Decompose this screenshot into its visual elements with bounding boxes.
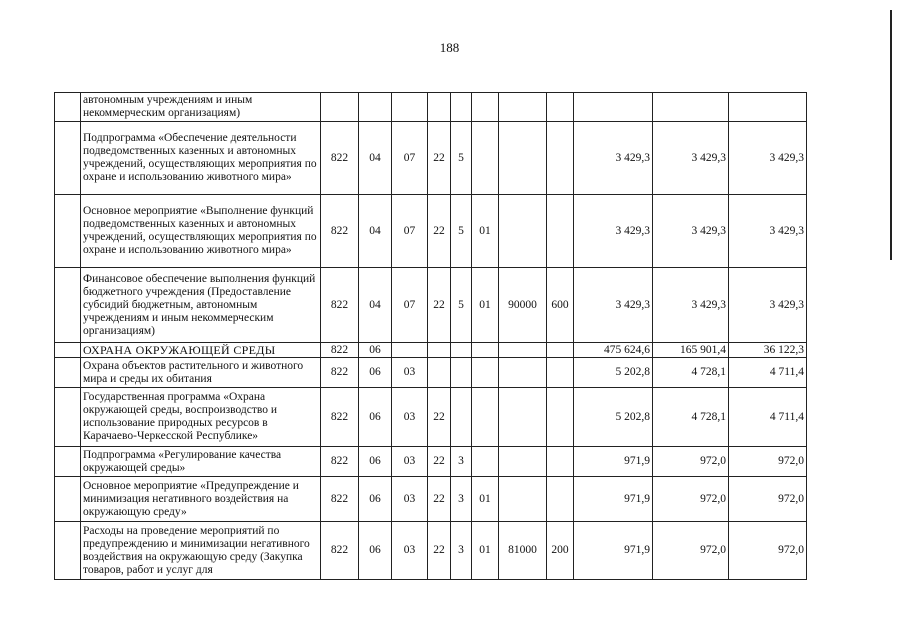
glava-code: 822 [321,195,359,268]
table-row [55,93,807,122]
sum-year-1: 5 202,8 [574,358,653,388]
sum-year-1: 3 429,3 [574,122,653,195]
razdel-code: 06 [359,388,392,447]
podrazdel-code [392,343,428,358]
razdel-code: 06 [359,343,392,358]
expense-type-code: 200 [547,522,574,580]
podrazdel-code: 07 [392,195,428,268]
target-code-direction: 81000 [499,522,547,580]
podrazdel-code: 03 [392,522,428,580]
target-code-activity [472,358,499,388]
target-code-activity: 01 [472,268,499,343]
index-cell [55,122,81,195]
razdel-code: 06 [359,522,392,580]
target-code-program: 22 [428,122,451,195]
target-code-subprogram: 3 [451,477,472,522]
sum-year-1: 971,9 [574,447,653,477]
budget-table [54,92,807,580]
target-code-direction [499,93,547,122]
glava-code: 822 [321,522,359,580]
target-code-subprogram: 5 [451,195,472,268]
glava-code [321,93,359,122]
target-code-direction [499,358,547,388]
sum-year-2: 972,0 [653,477,729,522]
expense-type-code [547,343,574,358]
sum-year-3 [729,93,807,122]
target-code-program [428,93,451,122]
glava-code: 822 [321,477,359,522]
target-code-activity: 01 [472,522,499,580]
target-code-program: 22 [428,447,451,477]
sum-year-1 [574,93,653,122]
row-name: Подпрограмма «Регулирование качества окружающей среды» [81,447,321,477]
expense-type-code [547,447,574,477]
target-code-program: 22 [428,522,451,580]
sum-year-2: 4 728,1 [653,388,729,447]
target-code-subprogram: 3 [451,522,472,580]
row-name: Финансовое обеспечение выполнения функций бюджетного учреждения (Предоставление субсидий бюджетным, автономным учреждениям и иным некоммерческим организациям) [81,268,321,343]
sum-year-2: 4 728,1 [653,358,729,388]
expense-type-code [547,388,574,447]
target-code-direction [499,447,547,477]
row-name: автономным учреждениям и иным некоммерческим организациям) [81,93,321,122]
target-code-activity [472,447,499,477]
sum-year-1: 3 429,3 [574,268,653,343]
expense-type-code [547,477,574,522]
target-code-subprogram: 5 [451,122,472,195]
sum-year-3: 4 711,4 [729,358,807,388]
index-cell [55,93,81,122]
expense-type-code [547,122,574,195]
index-cell [55,447,81,477]
target-code-subprogram [451,93,472,122]
index-cell [55,522,81,580]
glava-code: 822 [321,358,359,388]
glava-code: 822 [321,268,359,343]
sum-year-2: 3 429,3 [653,122,729,195]
razdel-code [359,93,392,122]
table-row [55,343,807,358]
target-code-direction [499,122,547,195]
target-code-program: 22 [428,388,451,447]
expense-type-code [547,195,574,268]
target-code-program: 22 [428,195,451,268]
podrazdel-code: 03 [392,447,428,477]
target-code-activity [472,93,499,122]
table-row [55,477,807,522]
expense-type-code [547,358,574,388]
sum-year-3: 36 122,3 [729,343,807,358]
sum-year-3: 972,0 [729,522,807,580]
table-row [55,522,807,580]
podrazdel-code: 07 [392,268,428,343]
razdel-code: 04 [359,122,392,195]
expense-type-code [547,93,574,122]
glava-code: 822 [321,447,359,477]
table-row [55,388,807,447]
podrazdel-code: 03 [392,388,428,447]
podrazdel-code: 03 [392,358,428,388]
target-code-subprogram [451,358,472,388]
sum-year-3: 972,0 [729,447,807,477]
sum-year-1: 475 624,6 [574,343,653,358]
scan-edge-line [890,10,892,260]
sum-year-2: 165 901,4 [653,343,729,358]
target-code-activity [472,343,499,358]
target-code-activity: 01 [472,195,499,268]
sum-year-2: 972,0 [653,522,729,580]
target-code-subprogram [451,343,472,358]
sum-year-1: 971,9 [574,522,653,580]
target-code-program [428,343,451,358]
row-name: Расходы на проведение мероприятий по предупреждению и минимизации негативного воздействия на окружающую среду (Закупка товаров, работ и услуг для [81,522,321,580]
razdel-code: 06 [359,447,392,477]
row-name: ОХРАНА ОКРУЖАЮЩЕЙ СРЕДЫ [81,343,321,358]
sum-year-3: 972,0 [729,477,807,522]
sum-year-3: 3 429,3 [729,268,807,343]
target-code-subprogram [451,388,472,447]
target-code-direction [499,195,547,268]
row-name: Подпрограмма «Обеспечение деятельности подведомственных казенных и автономных учреждений, осуществляющих мероприятия по охране и использованию животного мира» [81,122,321,195]
table-row [55,358,807,388]
glava-code: 822 [321,388,359,447]
sum-year-2: 3 429,3 [653,268,729,343]
expense-type-code: 600 [547,268,574,343]
podrazdel-code [392,93,428,122]
podrazdel-code: 03 [392,477,428,522]
sum-year-2: 972,0 [653,447,729,477]
table-row [55,447,807,477]
target-code-subprogram: 3 [451,447,472,477]
razdel-code: 06 [359,358,392,388]
razdel-code: 04 [359,195,392,268]
glava-code: 822 [321,122,359,195]
target-code-program [428,358,451,388]
table-row [55,195,807,268]
podrazdel-code: 07 [392,122,428,195]
row-name: Основное мероприятие «Предупреждение и минимизация негативного воздействия на окружающую среду» [81,477,321,522]
razdel-code: 06 [359,477,392,522]
glava-code: 822 [321,343,359,358]
razdel-code: 04 [359,268,392,343]
index-cell [55,388,81,447]
row-name: Основное мероприятие «Выполнение функций подведомственных казенных и автономных учреждений, осуществляющих мероприятия по охране и использованию животного мира» [81,195,321,268]
table-row [55,268,807,343]
index-cell [55,268,81,343]
index-cell [55,358,81,388]
target-code-activity [472,388,499,447]
row-name: Государственная программа «Охрана окружающей среды, воспроизводство и использование природных ресурсов в Карачаево-Черкесской Республике» [81,388,321,447]
index-cell [55,477,81,522]
target-code-direction [499,477,547,522]
sum-year-3: 3 429,3 [729,122,807,195]
table-row [55,122,807,195]
row-name: Охрана объектов растительного и животного мира и среды их обитания [81,358,321,388]
target-code-activity [472,122,499,195]
target-code-program: 22 [428,268,451,343]
index-cell [55,343,81,358]
target-code-direction [499,388,547,447]
target-code-activity: 01 [472,477,499,522]
sum-year-1: 3 429,3 [574,195,653,268]
sum-year-2 [653,93,729,122]
sum-year-1: 971,9 [574,477,653,522]
target-code-direction [499,343,547,358]
sum-year-3: 3 429,3 [729,195,807,268]
sum-year-3: 4 711,4 [729,388,807,447]
sum-year-2: 3 429,3 [653,195,729,268]
target-code-program: 22 [428,477,451,522]
target-code-direction: 90000 [499,268,547,343]
target-code-subprogram: 5 [451,268,472,343]
sum-year-1: 5 202,8 [574,388,653,447]
page-number: 188 [439,40,460,55]
index-cell [55,195,81,268]
